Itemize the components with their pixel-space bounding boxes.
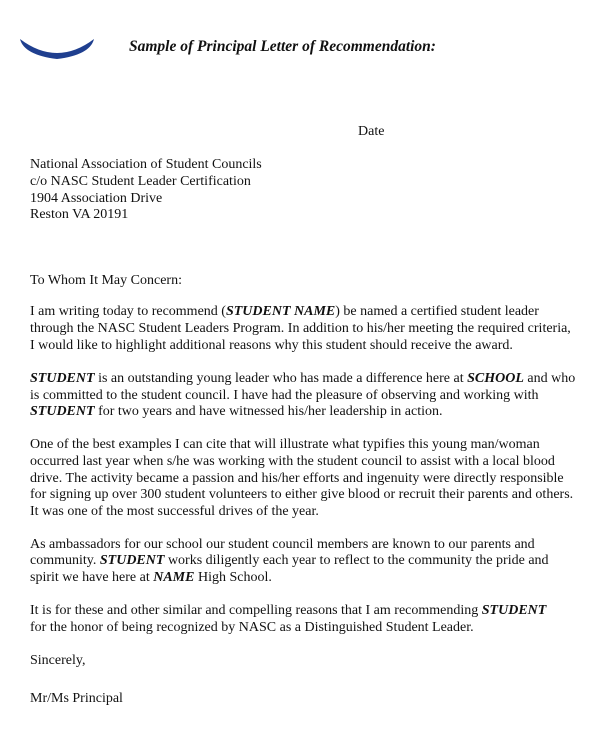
paragraph-line: through the NASC Student Leaders Program. In addition to his/her meeting the required criteria, [30,321,571,336]
salutation: To Whom It May Concern: [30,273,182,288]
paragraph-line: It is for these and other similar and compelling reasons that I am recommending STUDENT [30,603,547,618]
signature-cropped [30,684,150,706]
paragraph-line: for signing up over 300 student volunteers to either give blood or recruit their parents and others. [30,487,574,502]
paragraph-line: As ambassadors for our school our student council members are known to our parents and [30,537,535,552]
paragraph-line: STUDENT for two years and have witnessed his/her leadership in action. [30,404,443,419]
address-line: 1904 Association Drive [30,191,163,206]
paragraph-line: spirit we have here at NAME High School. [30,570,272,585]
paragraph-line: I would like to highlight additional reasons why this student should receive the award. [30,338,513,353]
placeholder-school: SCHOOL [467,371,524,386]
paragraph-line: is committed to the student council. I have had the pleasure of observing and working with [30,388,539,403]
page-title: Sample of Principal Letter of Recommendation: [129,38,436,55]
paragraph-line: It was one of the most successful drives of the year. [30,504,319,519]
placeholder-student: STUDENT [99,553,165,568]
address-line: National Association of Student Councils [30,157,262,172]
placeholder-student: STUDENT [30,371,95,386]
placeholder-student-name: STUDENT NAME [225,304,336,319]
address-line: Reston VA 20191 [30,207,129,222]
paragraph-line: occurred last year when s/he was working with the student council to assist with a local blood [30,454,555,469]
paragraph-line: I am writing today to recommend (STUDENT NAME) be named a certified student leader [30,304,539,319]
paragraph-line: STUDENT is an outstanding young leader who has made a difference here at SCHOOL and who [30,371,576,386]
date-field: Date [358,124,385,139]
placeholder-student: STUDENT [481,603,547,618]
placeholder-name: NAME [153,570,195,585]
paragraph-line: One of the best examples I can cite that will illustrate what typifies this young man/woman [30,437,540,452]
paragraph-line: community. STUDENT works diligently each year to reflect to the community the pride and [30,553,549,568]
closing: Sincerely, [30,653,86,668]
placeholder-student: STUDENT [30,404,95,419]
signature-line: Mr/Ms Principal [30,691,123,706]
paragraph-line: for the honor of being recognized by NASC as a Distinguished Student Leader. [30,620,474,635]
logo-icon [18,37,96,61]
address-line: c/o NASC Student Leader Certification [30,174,251,189]
paragraph-line: drive. The activity became a passion and his/her efforts and ingenuity were directly responsible [30,471,564,486]
